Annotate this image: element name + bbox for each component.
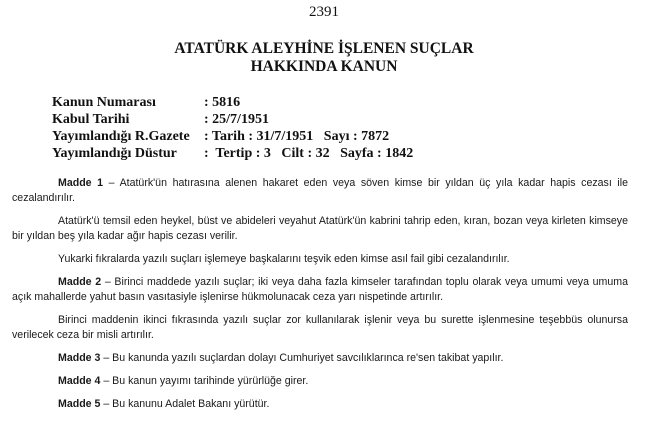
article-paragraph [12, 275, 628, 305]
article-number: Madde 3 [58, 352, 101, 364]
law-body [12, 176, 628, 420]
article-text: – Birinci maddede yazılı suçlar; iki veya daha fazla kimseler tarafından toplu olarak veya umumi veya umuma açık mahallerde yahut basın vasıtasiyle işlenirse hükmolunacak ceza yarı nispetinde artırılır. [12, 276, 628, 303]
article-text: – Bu kanunu Adalet Bakanı yürütür. [100, 398, 270, 410]
article-text: – Bu kanunda yazılı suçlardan dolayı Cumhuriyet savcılıklarınca re'sen takibat yapılır. [100, 352, 504, 364]
metadata-value: : 5816 [204, 95, 241, 110]
metadata-label: Yayımlandığı Düstur [52, 146, 177, 161]
article-text: – Atatürk'ün hatırasına alenen hakaret eden veya söven kimse bir yıldan üç yıla kadar hapis cezası ile cezalandırılır. [12, 177, 629, 204]
metadata-value: : Tarih : 31/7/1951 Sayı : 7872 [204, 129, 390, 144]
metadata-label: Yayımlandığı R.Gazete [52, 129, 190, 144]
metadata-row-kabul-tarihi [52, 111, 413, 128]
article-number: Madde 1 [58, 177, 104, 189]
law-metadata [52, 94, 413, 162]
article-number: Madde 2 [58, 276, 102, 288]
article-text: Birinci maddenin ikinci fıkrasında yazılı suçlar zor kullanılarak işlenir veya bu surette işlenmesine teşebbüs olunursa verilecek ceza bir misli artırılır. [12, 314, 628, 341]
article-paragraph [12, 397, 628, 412]
article-paragraph [12, 214, 628, 244]
metadata-row-dustur [52, 145, 413, 162]
metadata-row-resmi-gazete [52, 128, 413, 145]
metadata-label: Kabul Tarihi [52, 112, 130, 127]
article-paragraph [12, 313, 628, 343]
article-text: Yukarki fıkralarda yazılı suçları işlemeye başkalarını teşvik eden kimse asıl fail gibi cezalandırılır. [58, 253, 510, 265]
article-paragraph [12, 374, 628, 389]
article-number: Madde 4 [58, 375, 101, 387]
article-paragraph [12, 252, 628, 267]
law-title [0, 40, 648, 76]
article-paragraph [12, 176, 628, 206]
article-text: Atatürk'ü temsil eden heykel, büst ve abideleri veyahut Atatürk'ün kabrini tahrip eden, kıran, bozan veya kirleten kimseye bir yıldan beş yıla kadar ağır hapis cezası verilir. [12, 215, 628, 242]
article-text: – Bu kanun yayımı tarihinde yürürlüğe girer. [100, 375, 309, 387]
metadata-label: Kanun Numarası [52, 95, 156, 110]
article-paragraph [12, 351, 628, 366]
metadata-value: : 25/7/1951 [204, 112, 269, 127]
law-title-line-1: ATATÜRK ALEYHİNE İŞLENEN SUÇLAR [174, 40, 474, 57]
page-number: 2391 [309, 4, 339, 20]
article-number: Madde 5 [58, 398, 101, 410]
metadata-value: : Tertip : 3 Cilt : 32 Sayfa : 1842 [204, 146, 414, 161]
law-title-line-2: HAKKINDA KANUN [250, 58, 398, 75]
metadata-row-kanun-numarasi [52, 94, 413, 111]
